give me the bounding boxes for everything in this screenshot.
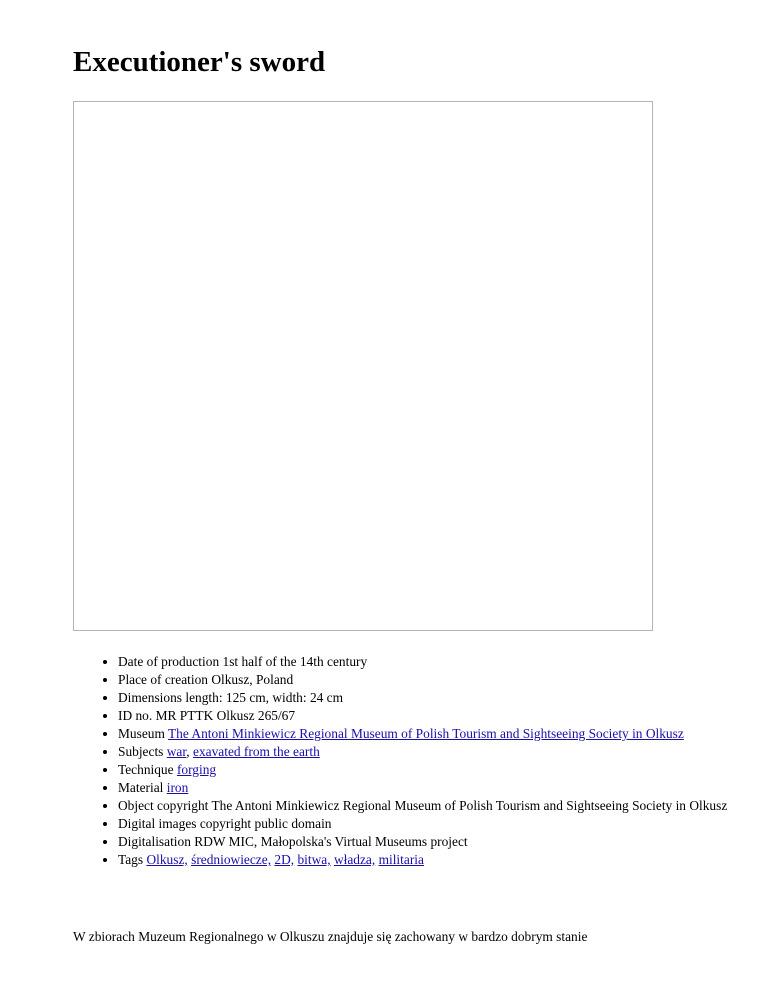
place-label: Place of creation (118, 672, 208, 687)
tag-link[interactable]: Olkusz, (146, 852, 188, 867)
object-copyright-label: Object copyright (118, 798, 209, 813)
list-item-digitalisation (118, 833, 758, 851)
digital-copyright-label: Digital images copyright (118, 816, 252, 831)
subject-separator: , (186, 744, 193, 759)
id-value: MR PTTK Olkusz 265/67 (155, 708, 296, 723)
list-item-object-copyright (118, 797, 758, 815)
list-item-digital-copyright (118, 815, 758, 833)
museum-link[interactable]: The Antoni Minkiewicz Regional Museum of Polish Tourism and Sightseeing Society in Olkusz (167, 726, 684, 741)
list-item-id (118, 707, 758, 725)
intro-paragraph: W zbiorach Muzeum Regionalnego w Olkuszu znajduje się zachowany w bardzo dobrym stanie (73, 929, 588, 944)
tag-link[interactable]: militaria (378, 852, 424, 867)
tag-link[interactable]: władza, (333, 852, 376, 867)
id-label: ID no. (118, 708, 153, 723)
page-title: Executioner's sword (73, 46, 326, 78)
list-item-material (118, 779, 758, 797)
digital-copyright-value: public domain (254, 816, 332, 831)
list-item-technique (118, 761, 758, 779)
material-label: Material (118, 780, 164, 795)
digitalisation-label: Digitalisation (118, 834, 191, 849)
list-item-museum (118, 725, 758, 743)
tag-link[interactable]: średniowiecze, (191, 852, 272, 867)
subject-link-excavated[interactable]: exavated from the earth (193, 744, 320, 759)
dimensions-label: Dimensions (118, 690, 182, 705)
technique-label: Technique (118, 762, 174, 777)
subject-link-war[interactable]: war (166, 744, 187, 759)
technique-link[interactable]: forging (176, 762, 217, 777)
place-value: Olkusz, Poland (211, 672, 294, 687)
tag-link[interactable]: 2D, (274, 852, 295, 867)
material-link[interactable]: iron (166, 780, 189, 795)
tags-label: Tags (118, 852, 144, 867)
list-item-subjects (118, 743, 758, 761)
digitalisation-value: RDW MIC, Małopolska's Virtual Museums project (194, 834, 468, 849)
museum-label: Museum (118, 726, 165, 741)
metadata-list (101, 653, 758, 869)
tag-link[interactable]: bitwa, (297, 852, 331, 867)
list-item-date (118, 653, 758, 671)
date-label: Date of production (118, 654, 220, 669)
subjects-label: Subjects (118, 744, 164, 759)
date-value: 1st half of the 14th century (222, 654, 368, 669)
artifact-image-frame (73, 101, 653, 631)
dimensions-value: length: 125 cm, width: 24 cm (185, 690, 344, 705)
list-item-tags (118, 851, 758, 869)
list-item-dimensions (118, 689, 758, 707)
list-item-place (118, 671, 758, 689)
object-copyright-value: The Antoni Minkiewicz Regional Museum of Polish Tourism and Sightseeing Society in Olkusz (211, 798, 728, 813)
